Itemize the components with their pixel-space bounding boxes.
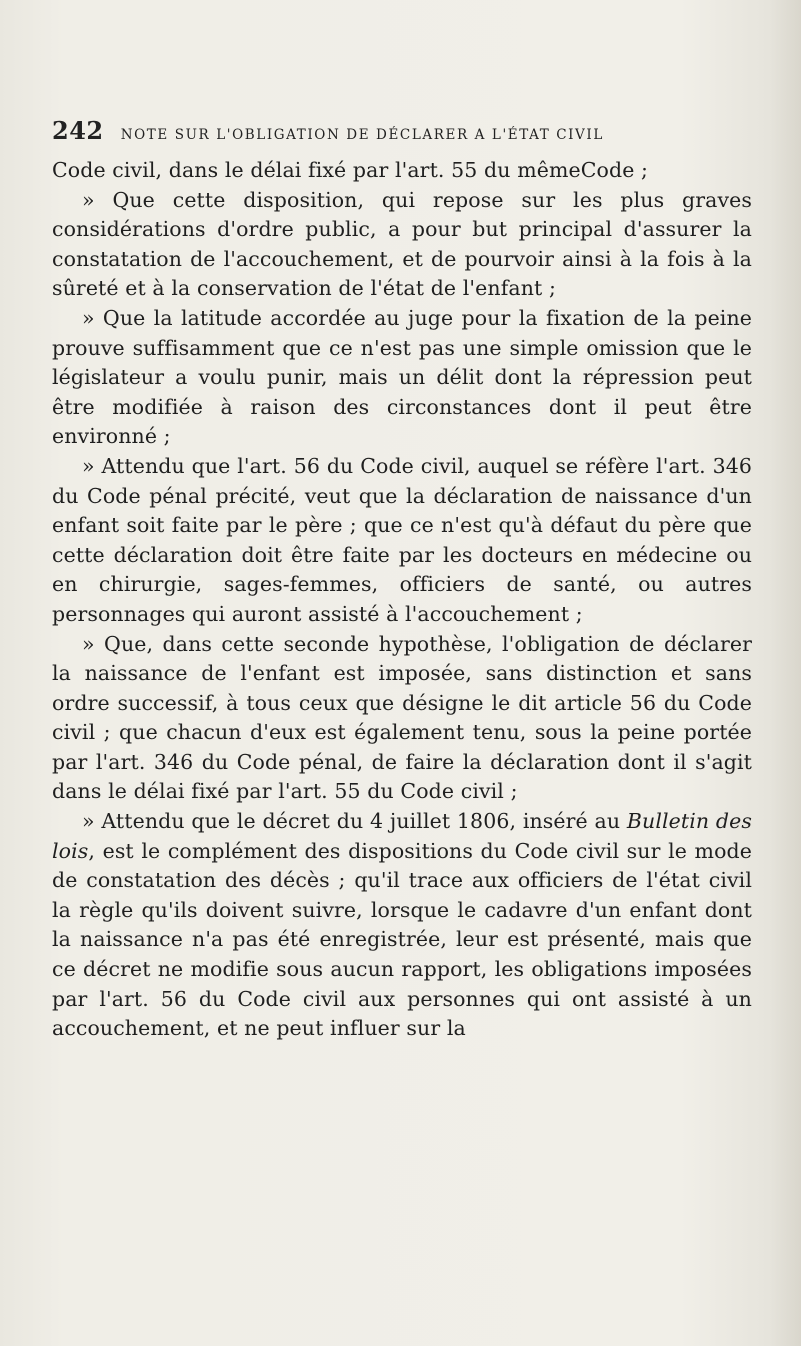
paragraph-text-after: , est le complément des dispositions du Code civil sur le mode de constatation des décès ; qu'il trace aux officiers de l'état civil la règle qu'ils doivent suivre, lorsque le cadavre d'un enfant dont la naissance n'a pas été enregistrée, leur est présenté, mais que ce décret ne modifie sous aucun rapport, les obligations imposées par l'art. 56 du Code civil aux personnes qui ont assisté à un accouchement, et ne peut influer sur la — [52, 838, 752, 1041]
paragraph-text: » Que cette disposition, qui repose sur les plus graves considérations d'ordre public, a pour but principal d'assurer la constatation de l'accouchement, et de pourvoir ainsi à la fois à la sûreté et à la conservation de l'état de l'enfant ; — [52, 187, 752, 301]
paragraph-continuation — [52, 156, 752, 186]
page-number: 242 — [52, 116, 104, 145]
running-head: NOTE SUR L'OBLIGATION DE DÉCLARER A L'ÉTAT CIVIL — [120, 127, 604, 143]
paragraph — [52, 452, 752, 630]
paragraph — [52, 186, 752, 304]
paragraph-text: » Attendu que l'art. 56 du Code civil, auquel se réfère l'art. 346 du Code pénal précité, veut que la déclaration de naissance d'un enfant soit faite par le père ; que ce n'est qu'à défaut du père que cette déclaration doit être faite par les docteurs en médecine ou en chirurgie, sages-femmes, officiers de santé, ou autres personnages qui auront assisté à l'accouchement ; — [52, 453, 752, 626]
paragraph-text: » Que la latitude accordée au juge pour la fixation de la peine prouve suffisamment que ce n'est pas une simple omission que le législateur a voulu punir, mais un délit dont la répression peut être modifiée à raison des circonstances dont il peut être environné ; — [52, 305, 752, 449]
paragraph-text: Code civil, dans le délai fixé par l'art. 55 du mêmeCode ; — [52, 158, 649, 182]
paragraph — [52, 807, 752, 1044]
paragraph-text: » Que, dans cette seconde hypothèse, l'obligation de déclarer la naissance de l'enfant est imposée, sans distinction et sans ordre successif, à tous ceux que désigne le dit article 56 du Code civil ; que chacun d'eux est également tenu, sous la peine portée par l'art. 346 du Code pénal, de faire la déclaration dont il s'agit dans le délai fixé par l'art. 55 du Code civil ; — [52, 631, 752, 804]
paragraph — [52, 304, 752, 452]
page-header — [52, 116, 752, 148]
body-text — [52, 156, 752, 1044]
paragraph-text-before: » Attendu que le décret du 4 juillet 1806, inséré au — [82, 809, 627, 834]
paragraph — [52, 630, 752, 808]
publication-title: Bulletin des lois — [52, 809, 752, 863]
